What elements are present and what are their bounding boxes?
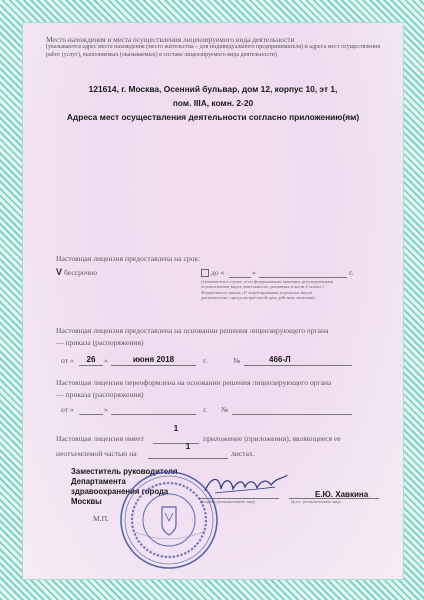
signatory-position-line2: Департамента xyxy=(71,477,126,486)
reissue-year-suffix: г. xyxy=(203,405,208,414)
reissue-day-line xyxy=(79,414,103,415)
annex-label-part1: Настоящая лицензия имеет xyxy=(56,434,144,443)
reissue-quote-close: » xyxy=(104,405,108,414)
signatory-name: Е.Ю. Хавкина xyxy=(315,490,369,499)
basis-year-suffix: г. xyxy=(203,356,208,365)
until-label: до « xyxy=(211,268,225,277)
indefinite-label: бессрочно xyxy=(64,268,98,277)
until-note: (указывается в случае, если федеральными законами, регулирующими осуществление видов деятельности, указанных в части 4 статьи 1 Федерального закона «О лицензировании отдельных видов деятельности», предусмотрен иной срок действия лицензии) xyxy=(201,279,333,301)
reissue-number-line xyxy=(232,414,352,415)
location-heading-note: (указываются адрес места нахождения (место жительства – для индивидуального предпринимателя) и адреса мест осуществления работ (услуг), выполняемых (оказываемых) в составе лицензируемого вида деятельности) xyxy=(46,44,381,58)
annex-sheets: 1 xyxy=(185,442,191,451)
name-caption: (ф.и.о. уполномоченного лица) xyxy=(291,500,341,504)
official-stamp xyxy=(118,469,220,571)
until-day-line xyxy=(229,277,251,278)
basis-label: Настоящая лицензия предоставлена на основании решения лицензирующего органа xyxy=(56,326,329,335)
annex-sheets-line xyxy=(148,458,228,459)
basis-day-line xyxy=(79,365,103,366)
annex-label-part4: листах. xyxy=(231,449,255,458)
until-year-suffix: г. xyxy=(349,268,354,277)
seal-mark: М.П. xyxy=(93,514,110,523)
license-page xyxy=(22,22,404,580)
basis-sub: — приказа (распоряжения) xyxy=(56,338,144,347)
signatory-position-line1: Заместитель руководителя xyxy=(71,467,178,476)
annex-label-part3: неотъемлемой частью на xyxy=(56,449,137,458)
signature-caption: (подпись уполномоченного лица) xyxy=(201,500,255,504)
basis-month: июня 2018 xyxy=(132,355,175,364)
reissue-sub: — приказа (распоряжения) xyxy=(56,390,144,399)
until-quote-close: » xyxy=(252,268,256,277)
until-month-line xyxy=(259,277,347,278)
signatory-position-line4: Москвы xyxy=(71,497,102,506)
basis-number-label: № xyxy=(233,356,241,365)
basis-day: 26 xyxy=(86,355,96,364)
basis-from-label: от « xyxy=(61,356,74,365)
annex-addresses-line: Адреса мест осуществления деятельности согласно приложению(ям) xyxy=(66,112,360,122)
address-line-2: пом. IIIA, комн. 2-20 xyxy=(172,98,254,108)
reissue-label: Настоящая лицензия переоформлена на основании решения лицензирующего органа xyxy=(56,378,332,387)
reissue-number-label: № xyxy=(221,405,229,414)
location-heading: Место нахождения и места осуществления лицензируемого вида деятельности xyxy=(46,35,295,44)
signatory-position-line3: здравоохранения города xyxy=(71,487,169,496)
annex-label-part2: приложение (приложения), являющееся ее xyxy=(203,434,341,443)
reissue-from-label: от « xyxy=(61,405,74,414)
basis-number: 466-Л xyxy=(269,355,291,364)
term-label: Настоящая лицензия предоставлена на срок: xyxy=(56,254,201,263)
basis-number-line xyxy=(244,365,352,366)
basis-quote-close: » xyxy=(104,356,108,365)
basis-month-line xyxy=(111,365,196,366)
indefinite-checkbox-mark: V xyxy=(56,267,63,277)
annex-count: 1 xyxy=(173,424,179,433)
until-checkbox xyxy=(201,269,209,277)
reissue-month-line xyxy=(111,414,196,415)
address-line-1: 121614, г. Москва, Осенний бульвар, дом 12, корпус 10, эт 1, xyxy=(88,84,338,94)
